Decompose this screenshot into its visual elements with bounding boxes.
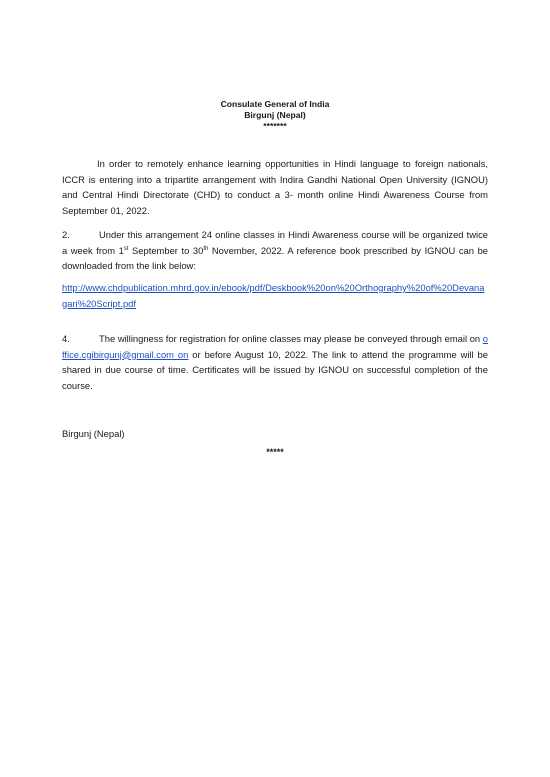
office-location: Birgunj (Nepal) [244,110,306,120]
paragraph-number: 2. [62,229,70,240]
header-separator: ******* [263,121,287,131]
paragraph-1: In order to remotely enhance learning opportunities in Hindi language to foreign nationals, ICCR is entering into a tripartite arrangement with Indira Gandhi National Open University (IGNOU) and Central Hindi Directorate (CHD) to conduct a 3- month online Hindi Awareness Course from September 01, 2022. [62,158,488,216]
paragraph-number: 4. [62,333,70,344]
superscript: st [123,245,129,252]
paragraph-text: Under this arrangement 24 online classes in Hindi Awareness course will be organized twice a week from 1 [62,229,488,256]
office-name: Consulate General of India [220,99,330,109]
paragraph-2 [62,227,488,274]
letterhead [0,99,550,132]
signature-location: Birgunj (Nepal) [62,428,125,439]
reference-book-link[interactable]: http://www.chdpublication.mhrd.gov.in/ebook/pdf/Deskbook%20on%20Orthography%20of%20Devanagari%20Script.pdf [62,282,485,309]
paragraph-text: or before August 10, 2022. The link to attend the programme will be shared in due course of time. Certificates will be issued by IGNOU on successful completion of the course. [62,348,488,391]
paragraph-text: The willingness for registration for online classes may please be conveyed through email on [99,333,483,344]
paragraph-text: September to 30 [128,244,204,256]
paragraph-4 [62,331,488,393]
paragraph-text: November, 2022. A reference book prescribed by IGNOU can be downloaded from the link below: [62,244,488,272]
email-link[interactable]: office.cgibirgunj@gmail.com on [62,333,488,360]
end-mark: ***** [266,447,284,457]
reference-link-block [62,280,488,311]
superscript: th [203,245,209,252]
